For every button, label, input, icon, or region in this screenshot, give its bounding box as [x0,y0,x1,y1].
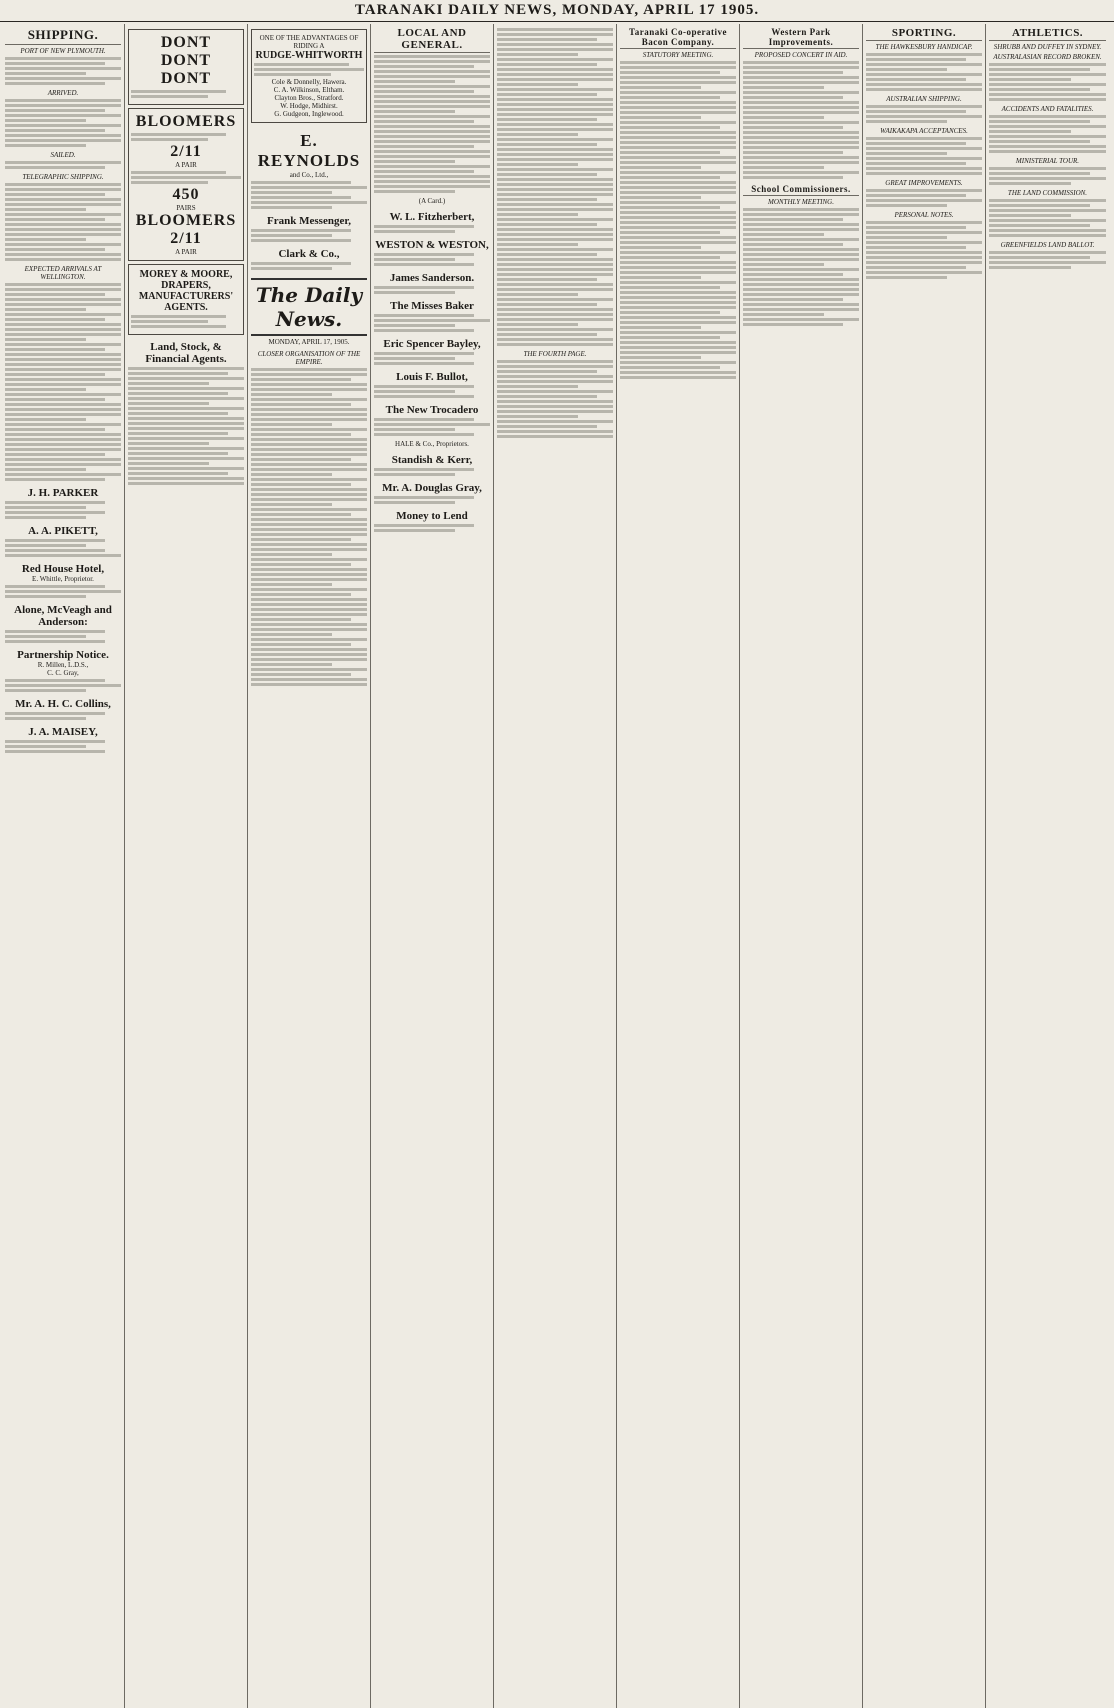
bloomers-count: 450 [172,186,200,203]
land-agents-heading: Land, Stock, & Financial Agents. [145,341,227,365]
manufacturers-label: MANUFACTURERS' AGENTS. [138,291,234,313]
arrived-text [5,99,121,147]
telegraphic-text [5,183,121,261]
shipping-heading: SHIPPING. [5,26,121,45]
column-western-park [740,24,863,1708]
hawkesbury-subheading: THE HAWKESBURY HANDICAP. [875,43,973,51]
baker-heading: The Misses Baker [390,300,474,312]
column-drapery-ads [125,24,248,1708]
hotel-ad-heading: Red House Hotel, [21,563,105,575]
reynolds-heading: E. REYNOLDS [257,131,361,170]
partnership-text [5,679,121,692]
bayley-heading: Eric Spencer Bayley, [383,338,481,350]
great-improvements-subheading: GREAT IMPROVEMENTS. [885,179,963,187]
fitzherbert-heading: W. L. Fitzherbert, [389,211,475,223]
trocadero-text [374,418,490,436]
dont-2: DONT [160,52,212,69]
bloomers-price-1-note: A PAIR [175,161,197,169]
bacon-company-subheading: STATUTORY MEETING. [642,51,714,59]
morey-moore-name: MOREY & MOORE, [139,269,233,280]
drapers-label: DRAPERS, [161,280,211,291]
sanderson-heading: James Sanderson. [389,272,475,284]
morey-moore-ad [128,264,244,335]
personal-notes-text [866,221,982,279]
expected-text [5,283,121,481]
partnership-name-1: R. Millen, L.D.S., [37,661,89,669]
editorial-text [251,368,367,686]
great-improvements-text [866,189,982,207]
rudge-agent-2: C. A. Wilkinson, Eltham. [273,86,345,94]
column-local-general [371,24,494,1708]
solicitors-ad-text [5,630,121,643]
shrubb-duffey-subheading: SHRUBB AND DUFFEY IN SYDNEY. [993,43,1102,51]
land-commission-text [989,199,1106,237]
bloomers-ad-1 [128,108,244,261]
port-subheading: PORT OF NEW PLYMOUTH. [20,47,106,55]
sporting-heading: SPORTING. [866,26,982,41]
local-general-heading: LOCAL AND GENERAL. [374,26,490,53]
personal-notes-subheading: PERSONAL NOTES. [894,211,954,219]
masthead [0,0,1114,22]
athletics-heading: ATHLETICS. [989,26,1106,41]
collins-ad-text [5,712,121,720]
bullot-text [374,385,490,398]
rudge-agent-4: W. Hodge, Midhirst. [280,102,338,110]
rudge-name: RUDGE-WHITWORTH [255,50,363,61]
standish-heading: Standish & Kerr, [391,454,473,466]
dont-3: DONT [160,70,212,87]
money-heading: Money to Lend [396,510,468,522]
columns [2,24,1112,1708]
trocadero-heading: The New Trocadero [385,404,479,416]
maisey-ad-heading: J. A. MAISEY, [28,726,98,738]
bloomers-heading-2: BLOOMERS [135,212,237,229]
sanderson-text [374,286,490,294]
parker-ad-heading: J. H. PARKER [27,487,99,499]
column-business-ads [248,24,371,1708]
australian-shipping-subheading: AUSTRALIAN SHIPPING. [886,95,962,103]
partnership-notice-heading: Partnership Notice. [17,649,109,661]
shipping-text [5,57,121,85]
solicitors-ad-heading: Alone, McVeagh and Anderson: [14,604,112,628]
land-agents-text [128,367,244,485]
school-commissioners-subheading: MONTHLY MEETING. [768,198,834,206]
column-sporting [863,24,986,1708]
hotel-ad-text [5,585,121,598]
accidents-text [989,115,1106,153]
sailed-subheading: SAILED. [50,151,76,159]
bloomers-price-2-note: A PAIR [175,248,197,256]
expected-subheading: EXPECTED ARRIVALS AT WELLINGTON. [24,265,102,281]
dont-1: DONT [160,34,212,51]
bacon-company-heading: Taranaki Co-operative Bacon Company. [620,26,736,49]
western-park-heading: Western Park Improvements. [743,26,859,49]
column-athletics [986,24,1109,1708]
rudge-whitworth-ad [251,29,367,123]
gray-heading: Mr. A. Douglas Gray, [382,482,482,494]
weston-heading: WESTON & WESTON, [375,239,489,251]
paper-title: The Daily News. [251,278,367,336]
waikakapa-text [866,137,982,175]
hawkesbury-text [866,53,982,91]
telegraphic-subheading: TELEGRAPHIC SHIPPING. [22,173,104,181]
greenfields-text [989,251,1106,269]
clark-text [251,262,367,270]
ministerial-tour-subheading: MINISTERIAL TOUR. [1015,157,1080,165]
column-news-5 [494,24,617,1708]
australian-shipping-text [866,105,982,123]
bloomers-price-1: 2/11 [170,143,202,160]
rudge-agent-5: G. Gudgeon, Inglewood. [274,110,344,118]
newspaper-title: TARANAKI DAILY NEWS, MONDAY, APRIL 17 1905. [354,2,760,18]
ministerial-tour-text [989,167,1106,185]
weston-text [374,253,490,266]
land-commission-subheading: THE LAND COMMISSION. [1007,189,1088,197]
record-broken-subheading: AUSTRALASIAN RECORD BROKEN. [993,53,1102,61]
bullot-heading: Louis F. Bullot, [396,371,468,383]
western-park-subheading: PROPOSED CONCERT IN AID. [754,51,848,59]
rudge-intro: ONE OF THE ADVANTAGES OF RIDING A [259,34,359,50]
news-5-text-2 [497,360,613,438]
rudge-agent-3: Clayton Bros., Stratford. [274,94,344,102]
athletics-text [989,63,1106,101]
pikett-ad-heading: A. A. PIKETT, [28,525,98,537]
school-commissioners-text [743,208,859,326]
rudge-agent-1: Cole & Donnelly, Hawera. [271,78,347,86]
card-label: (A Card.) [418,197,446,205]
partnership-name-2: C. C. Gray, [47,669,79,677]
local-general-text [374,55,490,193]
arrived-subheading: ARRIVED. [47,89,79,97]
bloomers-count-note: PAIRS [176,204,196,212]
sailed-text [5,161,121,169]
column-bacon-company [617,24,740,1708]
pikett-ad-text [5,539,121,557]
news-5-text-1 [497,28,613,346]
bloomers-price-2: 2/11 [170,230,202,247]
fourth-page-heading: THE FOURTH PAGE. [523,350,587,358]
accidents-subheading: ACCIDENTS AND FATALITIES. [1001,105,1094,113]
paper-dateline: MONDAY, APRIL 17, 1905. [268,338,350,346]
bloomers-heading-1: BLOOMERS [135,113,237,130]
reynolds-text [251,181,367,209]
column-shipping [2,24,125,1708]
waikakapa-subheading: WAIKAKAPA ACCEPTANCES. [880,127,968,135]
parker-ad-text [5,501,121,519]
clark-heading: Clark & Co., [278,248,340,260]
western-park-text [743,61,859,179]
money-text [374,524,490,532]
editorial-title: CLOSER ORGANISATION OF THE EMPIRE. [257,350,361,366]
reynolds-subheading: and Co., Ltd., [289,171,329,179]
bacon-company-text [620,61,736,379]
messenger-heading: Frank Messenger, [267,215,351,227]
collins-ad-heading: Mr. A. H. C. Collins, [15,698,111,710]
hale-proprietors: HALE & Co., Proprietors. [395,440,469,448]
gray-text [374,496,490,504]
greenfields-subheading: GREENFIELDS LAND BALLOT. [1000,241,1095,249]
baker-text [374,314,490,332]
school-commissioners-heading: School Commissioners. [743,183,859,196]
hotel-proprietor: E. Whittle, Proprietor. [32,575,94,583]
fitzherbert-text [374,225,490,233]
dont-ad [128,29,244,105]
bayley-text [374,352,490,365]
standish-text [374,468,490,476]
maisey-ad-text [5,740,121,753]
messenger-text [251,229,367,242]
